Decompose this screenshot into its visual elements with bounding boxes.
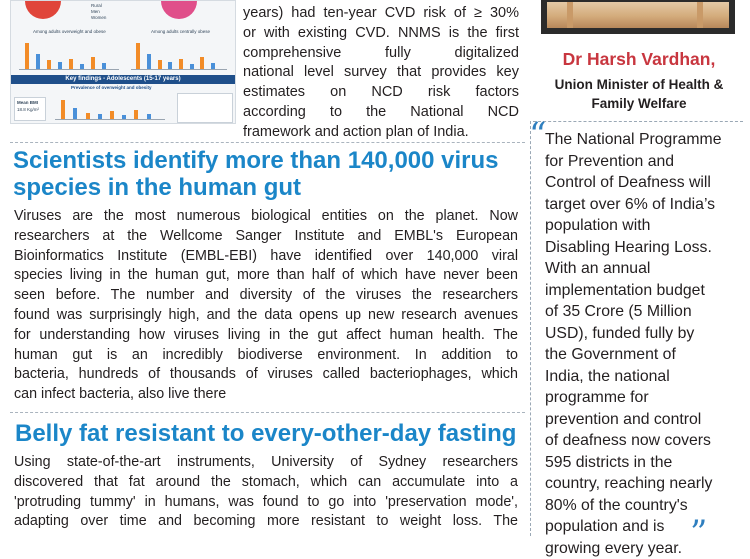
intro-line: years) had ten-year CVD risk of ≥ 30%: [243, 4, 519, 24]
quote-line: of deafness now covers: [545, 430, 740, 452]
infographic-bar: [86, 113, 90, 119]
central-obesity-bar-chart: [131, 35, 227, 70]
quote-line: 595 districts in the: [545, 452, 740, 474]
quote-line: target over 6% of India’s: [545, 194, 740, 216]
infographic-row-label: Rural: [91, 3, 102, 8]
intro-line: comprehensive fully digitalized: [243, 44, 519, 64]
body-line: discovered that fat around the stomach, which can accumulate into a: [14, 473, 518, 493]
body-line: Viruses are the most numerous biological entities on the planet. Now: [14, 207, 518, 227]
adult-bar-chart: [19, 35, 119, 70]
body-line: species living in the human gut, more than half of which have never been: [14, 266, 518, 286]
body-line: seen before. The number and diversity of the viruses the researchers: [14, 286, 518, 306]
infographic-subtitle-right: Among adults centrally obese: [151, 29, 210, 34]
quote-line: Disabling Hearing Loss.: [545, 237, 740, 259]
body-line: adapting over time and becoming more resistant to weight loss. The: [14, 512, 518, 532]
body-line: Using state-of-the-art instruments, University of Sydney researchers: [14, 453, 518, 473]
infographic-bar: [200, 57, 204, 69]
quote-line: India, the national: [545, 366, 740, 388]
headline-line: Scientists identify more than 140,000 virus: [13, 147, 499, 174]
minister-title-line: Family Welfare: [541, 94, 737, 113]
body-line: researchers at the Wellcome Sanger Institute and EMBL's European: [14, 227, 518, 247]
article-divider: [10, 412, 525, 413]
pie-chart-right: [161, 0, 197, 19]
quote-line: population with: [545, 215, 740, 237]
infographic-bar: [36, 54, 40, 69]
infographic-note-box: [177, 93, 233, 123]
quote-line: of 35 Crore (5 Million: [545, 301, 740, 323]
body-line: human gut is an incredibly biodiverse environment. In addition to: [14, 346, 518, 366]
infographic-bar: [102, 63, 106, 69]
quote-line: growing every year.: [545, 538, 740, 559]
quote-line: for Prevention and: [545, 151, 740, 173]
minister-title-line: Union Minister of Health &: [541, 75, 737, 94]
infographic-row-label: Women: [91, 15, 106, 20]
infographic-section-title: Key findings - Adolescents (15-17 years): [11, 75, 235, 84]
infographic-bar: [80, 64, 84, 69]
minister-quote: [545, 129, 740, 559]
quote-line: implementation budget: [545, 280, 740, 302]
adolescent-bar-chart: [55, 91, 165, 120]
infographic-bar: [158, 60, 162, 69]
intro-line: national level survey that provides key: [243, 63, 519, 83]
article-body-virus: [14, 207, 518, 405]
body-line: for understanding how viruses living in the gut affect human health. The: [14, 326, 518, 346]
quote-line: country, reaching nearly: [545, 473, 740, 495]
infographic-subtitle-left: Among adults overweight and obese: [33, 29, 106, 34]
open-quote-icon: “: [529, 118, 546, 152]
close-quote-icon: ”: [690, 516, 707, 550]
infographic-bar: [134, 110, 138, 119]
infographic-bar: [168, 62, 172, 69]
body-line: can infect bacteria, also live there: [14, 385, 518, 405]
infographic-bar: [136, 43, 140, 69]
infographic-bar: [147, 54, 151, 69]
article-body-belly-fat: [14, 453, 518, 532]
infographic-bar: [122, 115, 126, 119]
minister-photo: [541, 0, 735, 34]
headline-line: species in the human gut: [13, 174, 499, 201]
infographic-bar: [110, 111, 114, 119]
quote-line: The National Programme: [545, 129, 740, 151]
sidebar-vertical-divider: [530, 121, 531, 536]
infographic-row-label: Men: [91, 9, 100, 14]
infographic-bar: [91, 57, 95, 69]
infographic-bar: [69, 59, 73, 69]
intro-line: according to the National NCD: [243, 103, 519, 123]
infographic-bar: [25, 43, 29, 69]
quote-line: 80% of the country's: [545, 495, 740, 517]
intro-line: or with existing CVD. NNMS is the first: [243, 24, 519, 44]
body-line: 'protruding tummy' in humans, was found to go into 'preservation mode',: [14, 493, 518, 513]
intro-paragraph: [243, 4, 519, 143]
quote-line: population and is: [545, 516, 740, 538]
quote-line: Control of Deafness will: [545, 172, 740, 194]
mean-bmi-value: 18.8 Kg/m²: [17, 107, 39, 112]
infographic-bar: [98, 114, 102, 119]
quote-line: programme for: [545, 387, 740, 409]
intro-line: framework and action plan of India.: [243, 123, 519, 143]
article-headline-belly-fat: [15, 420, 516, 447]
article-headline-virus: [13, 147, 499, 201]
infographic-bar: [147, 114, 151, 119]
infographic-bar: [190, 64, 194, 69]
headline-line: Belly fat resistant to every-other-day fasting: [15, 420, 516, 447]
quote-line: USD), funded fully by: [545, 323, 740, 345]
infographic-bar: [73, 108, 77, 119]
nnms-infographic: [10, 0, 236, 124]
infographic-bar: [58, 62, 62, 69]
minister-name: Dr Harsh Vardhan,: [541, 49, 737, 70]
quote-line: With an annual: [545, 258, 740, 280]
infographic-bar: [61, 100, 65, 119]
intro-line: estimates on NCD risk factors: [243, 83, 519, 103]
quote-line: the Government of: [545, 344, 740, 366]
infographic-bar: [179, 59, 183, 69]
mean-bmi-label: Mean BMI: [17, 100, 38, 105]
body-line: found was surprisingly high, and the data opens up new research avenues: [14, 306, 518, 326]
sidebar-divider: [533, 121, 743, 122]
article-divider: [10, 142, 525, 143]
quote-line: prevention and control: [545, 409, 740, 431]
minister-title: [541, 75, 737, 113]
body-line: Bioinformatics Institute (EMBL-EBI) have identified over 140,000 viral: [14, 247, 518, 267]
infographic-bar: [47, 60, 51, 69]
photo-image: [547, 2, 729, 28]
pie-chart-left: [25, 0, 61, 19]
infographic-bar: [211, 63, 215, 69]
body-line: bacteria, hundreds of thousands of viruses called bacteriophages, which: [14, 365, 518, 385]
infographic-chart-title: Prevalence of overweight and obesity: [71, 85, 152, 90]
mean-bmi-box: [14, 97, 46, 121]
